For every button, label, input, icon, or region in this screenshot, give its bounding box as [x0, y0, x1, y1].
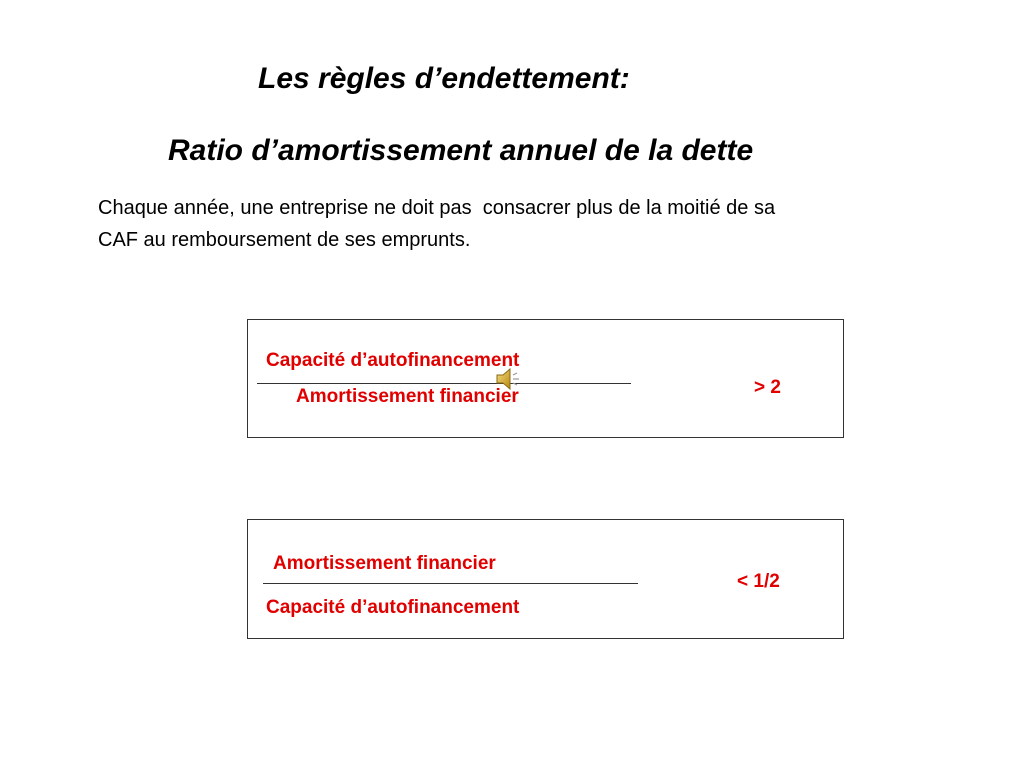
ratio-1-numerator: Capacité d’autofinancement — [266, 350, 520, 371]
speaker-icon[interactable] — [494, 365, 522, 393]
ratio-1-fraction-bar — [257, 383, 631, 384]
slide-title: Les règles d’endettement: — [258, 62, 630, 95]
body-paragraph — [98, 192, 918, 256]
body-line-2: CAF au remboursement de ses emprunts. — [98, 229, 471, 251]
slide-subtitle: Ratio d’amortissement annuel de la dette — [168, 134, 754, 167]
ratio-2-fraction-bar — [263, 583, 638, 584]
ratio-2-numerator: Amortissement financier — [273, 553, 496, 574]
ratio-2-denominator: Capacité d’autofinancement — [266, 597, 520, 618]
ratio-1-denominator: Amortissement financier — [296, 386, 519, 407]
ratio-2-condition: < 1/2 — [737, 571, 780, 592]
ratio-1-condition: > 2 — [754, 377, 781, 398]
body-line-1: Chaque année, une entreprise ne doit pas consacrer plus de la moitié de sa — [98, 197, 776, 219]
